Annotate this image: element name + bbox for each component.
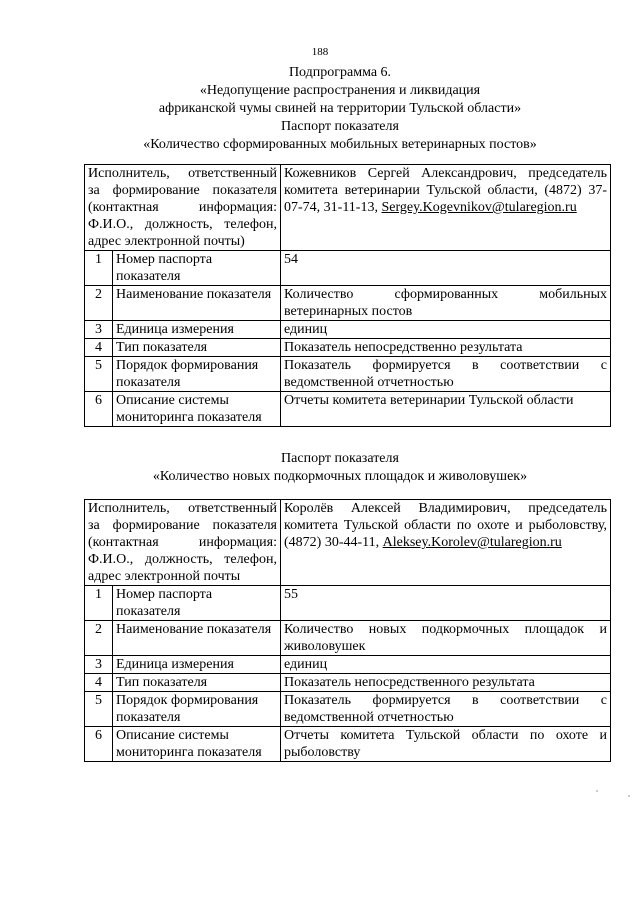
row-label: Наименование показателя: [113, 286, 281, 321]
row-label: Порядок формирования показателя: [113, 692, 281, 727]
table-row: [85, 321, 611, 339]
row-label: Номер паспорта показателя: [113, 586, 281, 621]
passport-title: Паспорт показателя: [281, 451, 399, 466]
row-value: Показатель формируется в соответствии с ведомственной отчетностью: [281, 692, 611, 727]
executor-email-link[interactable]: Aleksey.Korolev@tularegion.ru: [382, 535, 562, 550]
row-value: Показатель непосредственно результата: [281, 339, 611, 357]
row-number: 6: [85, 727, 113, 762]
page-number: 188: [311, 46, 329, 58]
executor-value: Кожевников Сергей Александрович, председатель комитета ветеринарии Тульской области, (4872) 37-07-74, 31-11-13, Sergey.Kogevnikov@tularegion.ru: [281, 165, 611, 251]
row-number: 4: [85, 674, 113, 692]
row-label: Номер паспорта показателя: [113, 251, 281, 286]
row-value: Показатель формируется в соответствии с ведомственной отчетностью: [281, 357, 611, 392]
row-value: 54: [281, 251, 611, 286]
row-number: 3: [85, 656, 113, 674]
row-label: Тип показателя: [113, 339, 281, 357]
executor-email-link[interactable]: Sergey.Kogevnikov@tularegion.ru: [381, 200, 577, 215]
row-value: Количество новых подкормочных площадок и живоловушек: [281, 621, 611, 656]
passport-heading-2: [60, 450, 620, 486]
table-row: [85, 674, 611, 692]
table-row-executor: [85, 165, 611, 251]
table-row: [85, 357, 611, 392]
row-label: Наименование показателя: [113, 621, 281, 656]
scan-speck: [596, 790, 598, 792]
executor-label: Исполнитель, ответственный за формирование показателя (контактная информация: Ф.И.О., должность, телефон, адрес электронной почты): [85, 165, 281, 251]
table-row: [85, 656, 611, 674]
row-number: 6: [85, 392, 113, 427]
table-row: [85, 692, 611, 727]
row-label: Единица измерения: [113, 656, 281, 674]
row-label: Порядок формирования показателя: [113, 357, 281, 392]
row-value: единиц: [281, 321, 611, 339]
row-number: 5: [85, 357, 113, 392]
scan-speck: [628, 795, 630, 797]
table-row: [85, 621, 611, 656]
row-value: 55: [281, 586, 611, 621]
table-row-executor: [85, 500, 611, 586]
row-label: Описание системы мониторинга показателя: [113, 727, 281, 762]
subprogram-name-line-2: африканской чумы свиней на территории Тульской области»: [158, 101, 522, 116]
table-row: [85, 251, 611, 286]
row-label: Тип показателя: [113, 674, 281, 692]
row-value: Показатель непосредственного результата: [281, 674, 611, 692]
passport-heading-1: [60, 64, 620, 154]
row-value: Отчеты комитета ветеринарии Тульской области: [281, 392, 611, 427]
table-row: [85, 586, 611, 621]
passport-title: Паспорт показателя: [281, 119, 399, 134]
row-number: 3: [85, 321, 113, 339]
row-label: Единица измерения: [113, 321, 281, 339]
table-row: [85, 286, 611, 321]
row-number: 5: [85, 692, 113, 727]
row-value: единиц: [281, 656, 611, 674]
row-value: Количество сформированных мобильных ветеринарных постов: [281, 286, 611, 321]
indicator-passport-table-54: [84, 164, 611, 427]
indicator-title: «Количество сформированных мобильных ветеринарных постов»: [143, 137, 537, 152]
table-row: [85, 727, 611, 762]
executor-value: Королёв Алексей Владимирович, председатель комитета Тульской области по охоте и рыболовству, (4872) 30-44-11, Aleksey.Korolev@tularegion.ru: [281, 500, 611, 586]
subprogram-title: Подпрограмма 6.: [288, 65, 392, 80]
row-number: 4: [85, 339, 113, 357]
subprogram-name-line-1: «Недопущение распространения и ликвидация: [199, 83, 481, 98]
row-label: Описание системы мониторинга показателя: [113, 392, 281, 427]
executor-label: Исполнитель, ответственный за формирование показателя (контактная информация: Ф.И.О., должность, телефон, адрес электронной почты: [85, 500, 281, 586]
row-number: 2: [85, 621, 113, 656]
indicator-passport-table-55: [84, 499, 611, 762]
row-number: 1: [85, 586, 113, 621]
row-number: 1: [85, 251, 113, 286]
row-number: 2: [85, 286, 113, 321]
table-row: [85, 392, 611, 427]
row-value: Отчеты комитета Тульской области по охоте и рыболовству: [281, 727, 611, 762]
table-row: [85, 339, 611, 357]
indicator-title: «Количество новых подкормочных площадок и живоловушек»: [152, 469, 528, 484]
